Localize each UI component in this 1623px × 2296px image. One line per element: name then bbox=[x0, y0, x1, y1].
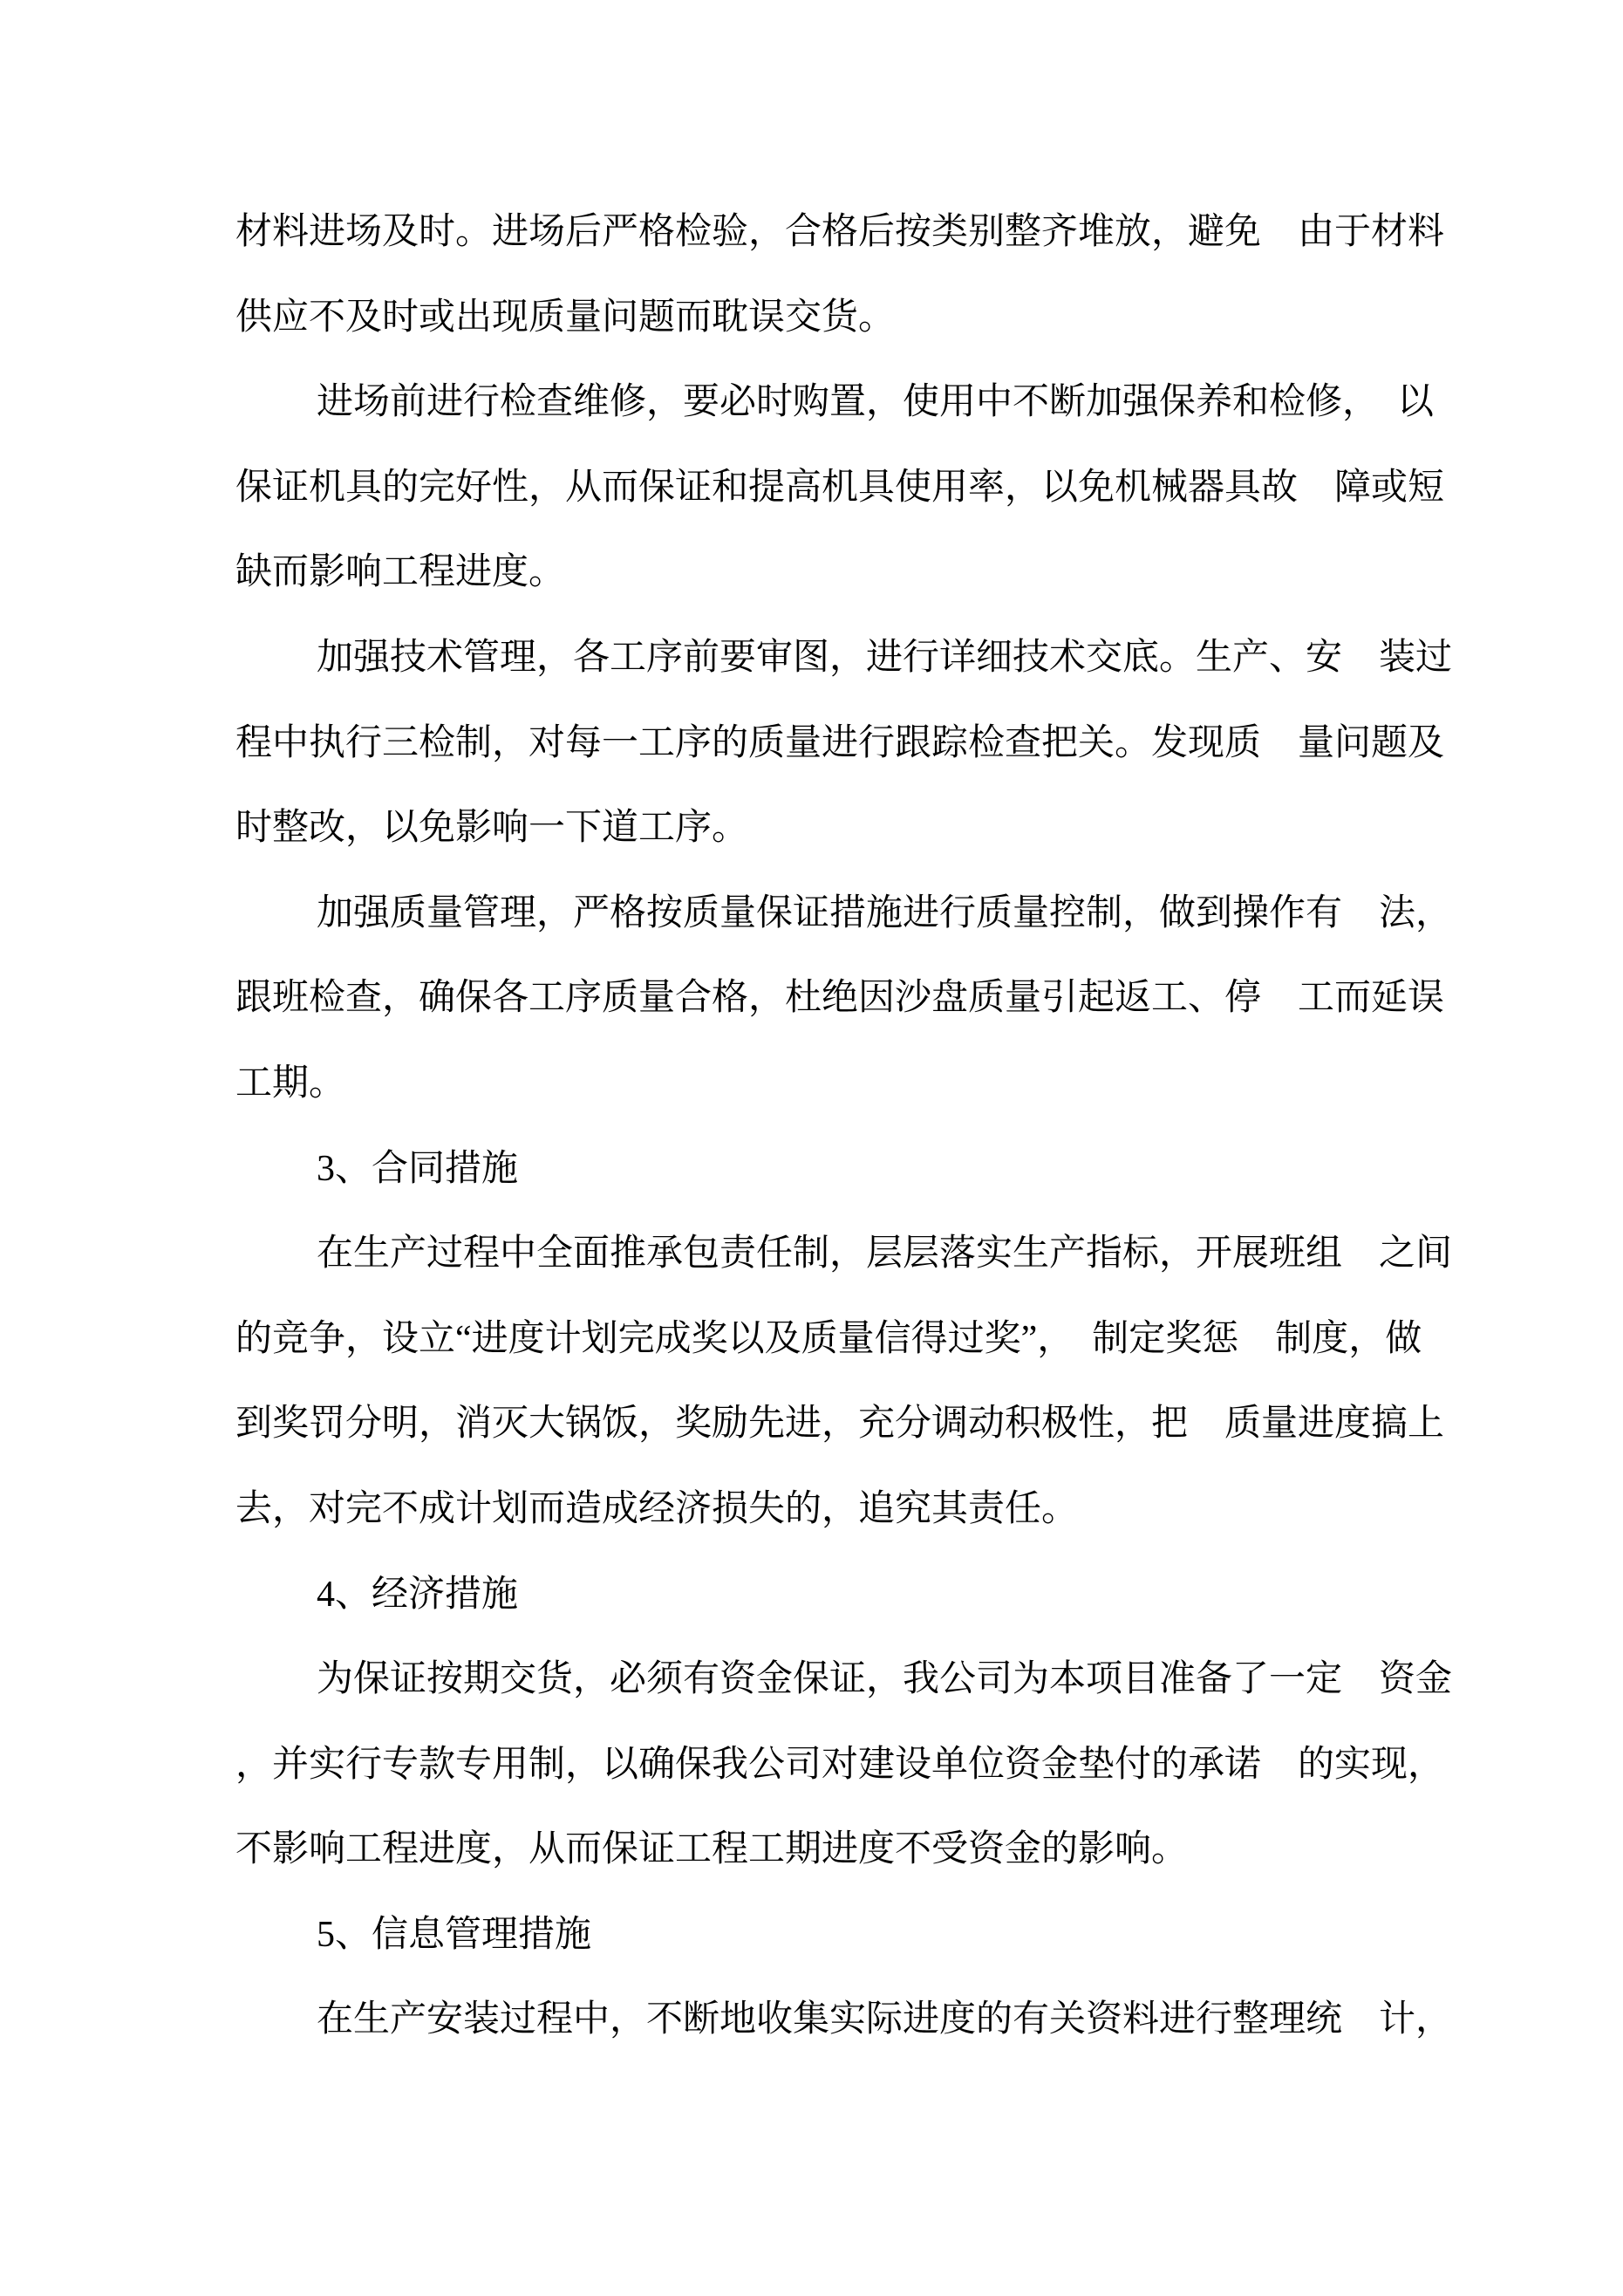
text-line: 工期。 bbox=[235, 1063, 346, 1104]
text-line: 跟班检查，确保各工序质量合格，杜绝因沙盘质量引起返工、停 工而延误 bbox=[235, 978, 1445, 1019]
text-line: 时整改，以免影响一下道工序。 bbox=[235, 808, 749, 849]
text-line: 保证机具的完好性，从而保证和提高机具使用率，以免机械器具故 障或短 bbox=[235, 467, 1445, 508]
text-line: 为保证按期交货，必须有资金保证，我公司为本项目准备了一定 资金 bbox=[317, 1659, 1453, 1700]
section-heading: 3、合同措施 bbox=[317, 1148, 519, 1189]
text-line: 不影响工程进度，从而保证工程工期进度不受资金的影响。 bbox=[235, 1829, 1189, 1870]
text-line: 进场前进行检查维修，要必时购置，使用中不断加强保养和检修， 以 bbox=[317, 382, 1435, 423]
text-line: 程中执行三检制，对每一工序的质量进行跟踪检查把关。发现质 量问题及 bbox=[235, 722, 1445, 763]
text-line: 材料进场及时。进场后严格检验，合格后按类别整齐堆放，避免 由于材料 bbox=[235, 212, 1445, 252]
text-line: 在生产安装过程中，不断地收集实际进度的有关资料进行整理统 计， bbox=[317, 1999, 1453, 2040]
text-line: 供应不及时或出现质量问题而耽误交货。 bbox=[235, 297, 896, 338]
text-line: 缺而影响工程进度。 bbox=[235, 552, 566, 593]
text-line: 加强质量管理，严格按质量保证措施进行质量控制，做到操作有 法， bbox=[317, 892, 1453, 933]
text-line: 去，对完不成计划而造成经济损失的，追究其责任。 bbox=[235, 1488, 1079, 1529]
text-line: ，并实行专款专用制，以确保我公司对建设单位资金垫付的承诺 的实现， bbox=[235, 1744, 1445, 1785]
document-content bbox=[235, 190, 1483, 2063]
text-line: 的竞争，设立“进度计划完成奖以及质量信得过奖”， 制定奖惩 制度，做 bbox=[235, 1318, 1422, 1359]
text-line: 在生产过程中全面推承包责任制，层层落实生产指标，开展班组 之间 bbox=[317, 1233, 1453, 1274]
section-heading: 4、经济措施 bbox=[317, 1574, 519, 1615]
text-line: 到奖罚分明，消灭大锅饭，奖励先进，充分调动积极性，把 质量进度搞上 bbox=[235, 1404, 1445, 1445]
text-line: 加强技术管理，各工序前要审图，进行详细技术交底。生产、安 装过 bbox=[317, 637, 1453, 678]
section-heading: 5、信息管理措施 bbox=[317, 1914, 592, 1955]
